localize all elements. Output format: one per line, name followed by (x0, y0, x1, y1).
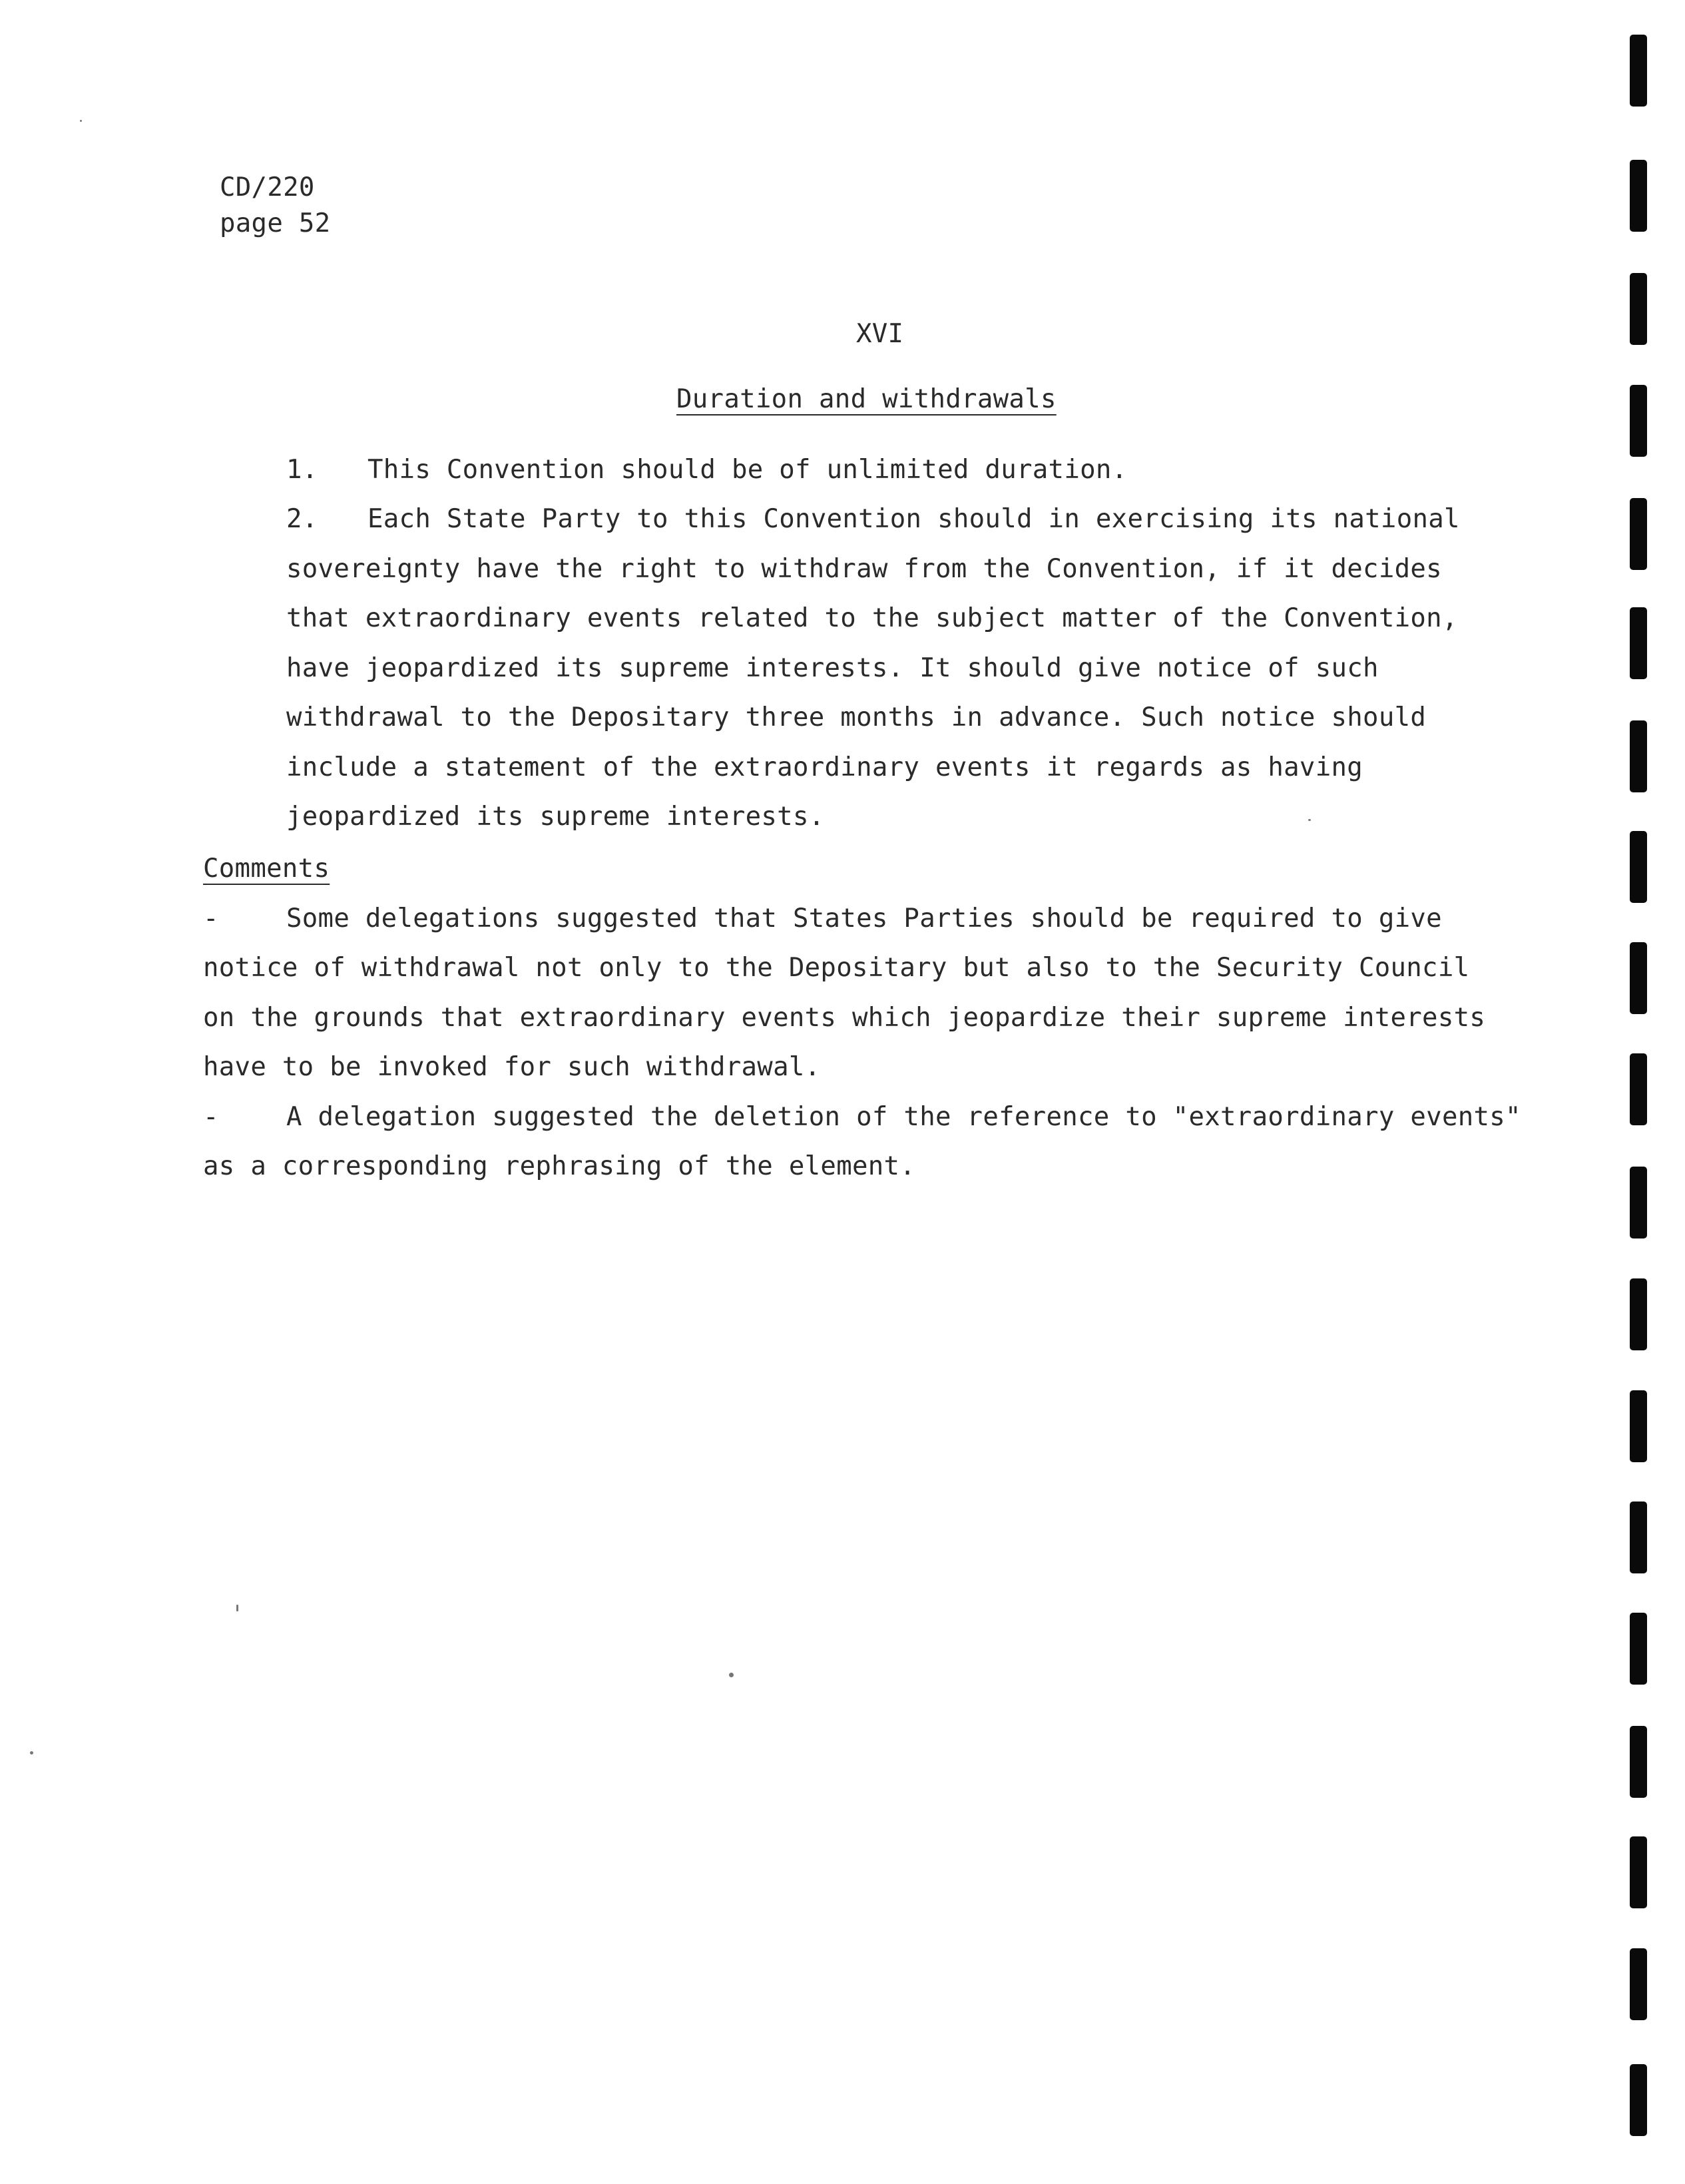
comment-dash: - (203, 1102, 219, 1132)
comment-line: have to be invoked for such withdrawal. (203, 1052, 821, 1082)
scan-speck (729, 1673, 734, 1677)
binding-mark (1630, 1278, 1647, 1350)
item-line: withdrawal to the Depositary three months in advance. Such notice should (286, 702, 1427, 732)
comment-line: notice of withdrawal not only to the Depositary but also to the Security Council (203, 953, 1470, 983)
item-line: include a statement of the extraordinary events it regards as having (286, 752, 1363, 782)
binding-mark (1630, 35, 1647, 107)
item-line: jeopardized its supreme interests. (286, 802, 825, 832)
binding-mark (1630, 607, 1647, 679)
binding-mark (1630, 1167, 1647, 1238)
binding-mark (1630, 720, 1647, 792)
binding-mark (1630, 1502, 1647, 1573)
comments-heading: Comments (203, 854, 330, 884)
scan-speck (1308, 819, 1311, 821)
item-line: Each State Party to this Convention should in exercising its national (367, 504, 1460, 534)
comment-line: A delegation suggested the deletion of the reference to "extraordinary events" (286, 1102, 1521, 1132)
binding-edge (1630, 0, 1656, 2184)
binding-mark (1630, 498, 1647, 570)
comment-line: Some delegations suggested that States Parties should be required to give (286, 904, 1442, 934)
item-line: sovereignty have the right to withdraw from the Convention, if it decides (286, 554, 1442, 584)
scan-speck (236, 1605, 238, 1611)
item-line: that extraordinary events related to the subject matter of the Convention, (286, 603, 1458, 633)
binding-mark (1630, 160, 1647, 232)
binding-mark (1630, 1836, 1647, 1908)
binding-mark (1630, 1053, 1647, 1125)
page-number: page 52 (220, 208, 331, 238)
binding-mark (1630, 1390, 1647, 1462)
binding-mark (1630, 942, 1647, 1014)
binding-mark (1630, 1726, 1647, 1798)
section-number: XVI (856, 319, 904, 349)
item-line: have jeopardized its supreme interests. It should give notice of such (286, 653, 1379, 683)
item-text: This Convention should be of unlimited duration. (367, 455, 1128, 485)
binding-mark (1630, 385, 1647, 457)
comment-dash: - (203, 904, 219, 934)
binding-mark (1630, 273, 1647, 345)
document-reference: CD/220 (220, 172, 315, 202)
scan-speck (30, 1751, 33, 1755)
scan-speck (80, 120, 82, 122)
binding-mark (1630, 2064, 1647, 2136)
binding-mark (1630, 1948, 1647, 2020)
binding-mark (1630, 1613, 1647, 1685)
item-number: 2. (286, 504, 318, 534)
binding-mark (1630, 831, 1647, 903)
section-title: Duration and withdrawals (676, 384, 1057, 414)
item-number: 1. (286, 455, 318, 485)
comment-line: on the grounds that extraordinary events which jeopardize their supreme interests (203, 1003, 1486, 1033)
comment-line: as a corresponding rephrasing of the element. (203, 1151, 916, 1181)
